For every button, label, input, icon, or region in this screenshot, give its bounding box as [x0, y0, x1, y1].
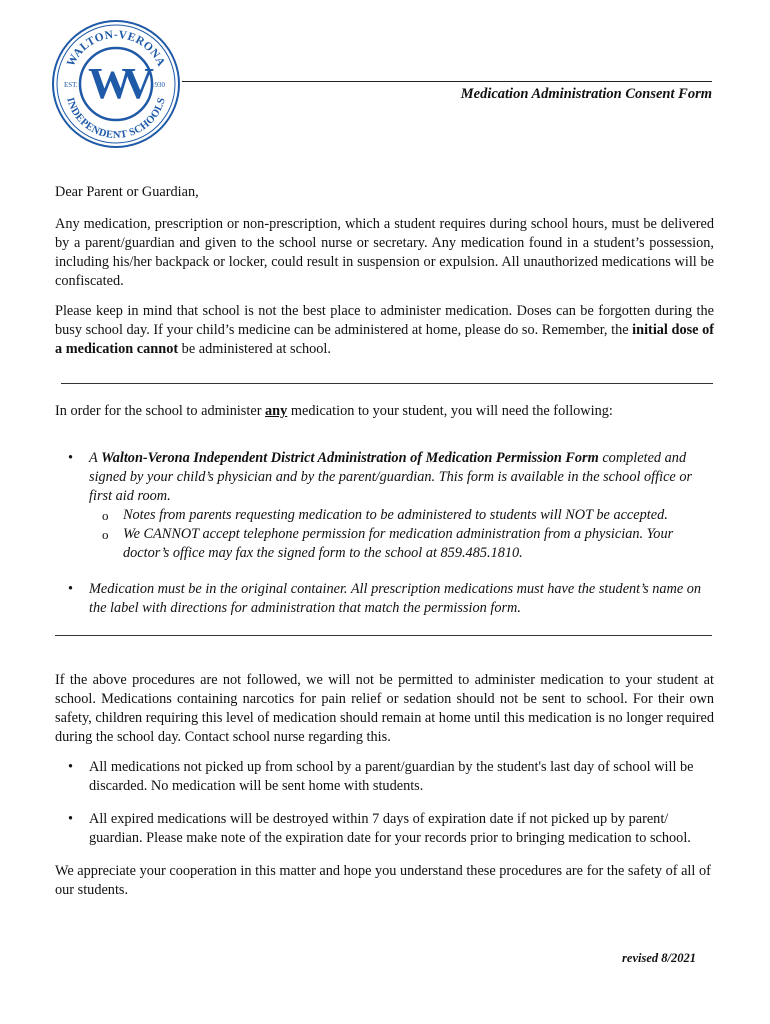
- permission-form-name: Walton-Verona Independent District Administration of Medication Permission Form: [101, 450, 599, 466]
- section-divider: [55, 635, 712, 636]
- paragraph-consequences: If the above procedures are not followed, we will not be permitted to administer medication to your student at school. Medications containing narcotics for pain relief or sedation should not be sent to school. For their own safety, children requiring this level of medication should remain at home until this medication is no longer required during the school day. Contact school nurse regarding this.: [55, 672, 714, 745]
- list-item: • A Walton-Verona Independent District Administration of Medication Permission Form completed and signed by your child’s physician and by the parent/guardian. This form is available in the school office or first aid room. o Notes from parents requesting medication to be administered to students will NOT be accepted. o We CANNOT accept telephone permission for medication administration from a physician. Your doctor’s office may fax the signed form to the school at 859.485.1810.: [55, 449, 714, 563]
- paragraph-home-administration: Please keep in mind that school is not the best place to administer medication. Doses can be forgotten during the busy school day. If your child’s medicine can be administered at home, please do so. Remember, the initial dose of a medication cannot be administered at school.: [55, 303, 714, 357]
- bullet-icon: •: [68, 811, 74, 827]
- any-emphasis: any: [265, 403, 288, 419]
- list-item: • Medication must be in the original container. All prescription medications must have the student’s name on the label with directions for administration that match the permission form.: [68, 581, 702, 616]
- seal-arc-bottom: INDEPENDENT SCHOOLS: [64, 96, 168, 142]
- requirements-intro: In order for the school to administer any medication to your student, you will need the following:: [55, 403, 613, 419]
- bullet-icon: •: [68, 450, 74, 466]
- bullet-icon: •: [68, 581, 74, 597]
- header-rule: [182, 81, 712, 82]
- form-title: Medication Administration Consent Form: [460, 86, 712, 102]
- initial-dose-emphasis: initial dose of a medication cannot: [55, 322, 714, 357]
- seal-est-label: EST.: [64, 81, 78, 89]
- policies-list: [55, 758, 714, 848]
- seal-est-year: 1930: [151, 81, 165, 89]
- circle-bullet-icon: o: [102, 527, 109, 542]
- list-item: • All expired medications will be destroyed within 7 days of expiration date if not picked up by parent/ guardian. Please make note of the expiration date for your records prior to bringing medication to school.: [68, 811, 691, 846]
- requirements-sublist: [89, 506, 714, 563]
- revision-date: revised 8/2021: [622, 951, 696, 965]
- seal-arc-top: WALTON-VERONA: [64, 28, 168, 69]
- greeting: Dear Parent or Guardian,: [55, 184, 199, 200]
- list-item: o Notes from parents requesting medication to be administered to students will NOT be accepted.: [102, 507, 668, 523]
- list-item: • All medications not picked up from school by a parent/guardian by the student's last day of school will be discarded. No medication will be sent home with students.: [68, 759, 694, 794]
- closing-paragraph: We appreciate your cooperation in this matter and hope you understand these procedures are for the safety of all of our students.: [55, 863, 711, 898]
- circle-bullet-icon: o: [102, 508, 109, 523]
- letter-body: [55, 183, 714, 900]
- section-divider: [61, 383, 713, 384]
- bullet-icon: •: [68, 759, 74, 775]
- seal-monogram: WV: [88, 59, 144, 108]
- paragraph-delivery: Any medication, prescription or non-prescription, which a student requires during school hours, must be delivered by a parent/guardian and given to the school nurse or secretary. Any medication found in a student’s possession, including his/her backpack or locker, could result in suspension or expulsion. All unauthorized medications will be confiscated.: [55, 216, 714, 289]
- requirements-list: [55, 449, 714, 618]
- school-seal-logo: [50, 18, 182, 150]
- list-item: o We CANNOT accept telephone permission for medication administration from a physician. Your doctor’s office may fax the signed form to the school at 859.485.1810.: [102, 526, 674, 561]
